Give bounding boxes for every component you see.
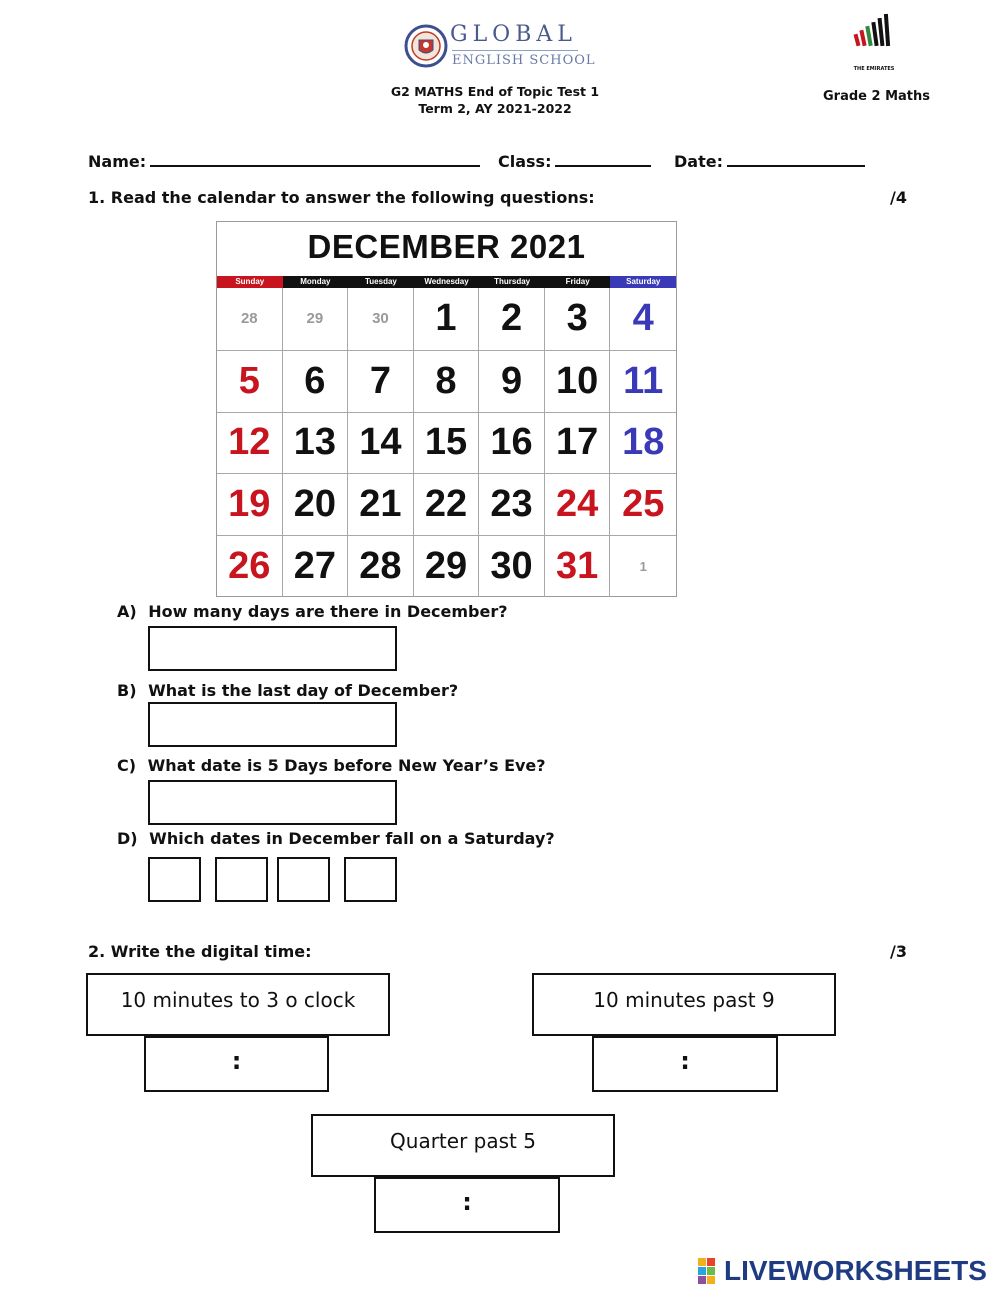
day-name-saturday: Saturday xyxy=(610,276,676,288)
question-d-text: Which dates in December fall on a Saturday? xyxy=(149,829,555,848)
date-field[interactable] xyxy=(674,152,865,171)
question-c-text: What date is 5 Days before New Year’s Eve? xyxy=(147,756,546,775)
date-line[interactable] xyxy=(727,153,865,167)
question-b-letter: B) xyxy=(117,681,137,700)
time-answer-2[interactable]: : xyxy=(592,1036,778,1092)
calendar-title: DECEMBER 2021 xyxy=(307,228,586,265)
day-name-monday: Monday xyxy=(283,276,349,288)
time-prompt-1: 10 minutes to 3 o clock xyxy=(86,973,390,1036)
time-answer-3[interactable]: : xyxy=(374,1177,560,1233)
calendar-day: 11 xyxy=(610,350,676,412)
calendar-day-outside-month: 28 xyxy=(217,288,283,350)
question1-marks: /4 xyxy=(890,188,907,207)
calendar-day-outside-month: 30 xyxy=(348,288,414,350)
calendar-day: 6 xyxy=(283,350,349,412)
day-name-wednesday: Wednesday xyxy=(414,276,480,288)
calendar-day: 25 xyxy=(610,473,676,535)
december-calendar xyxy=(216,221,677,597)
calendar-day: 8 xyxy=(414,350,480,412)
question-c xyxy=(117,756,546,775)
school-name: GLOBAL xyxy=(450,22,577,47)
calendar-day: 1 xyxy=(414,288,480,350)
calendar-day: 30 xyxy=(479,535,545,597)
question2-title: 2. Write the digital time: xyxy=(88,942,312,961)
liveworksheets-blocks-icon xyxy=(698,1258,724,1284)
calendar-day: 29 xyxy=(414,535,480,597)
question-a-text: How many days are there in December? xyxy=(148,602,508,621)
calendar-day: 22 xyxy=(414,473,480,535)
answer-box-d1[interactable] xyxy=(148,857,201,902)
answer-box-b[interactable] xyxy=(148,702,397,747)
class-field[interactable] xyxy=(498,152,651,171)
question-d-letter: D) xyxy=(117,829,138,848)
question-b xyxy=(117,681,458,700)
calendar-day: 19 xyxy=(217,473,283,535)
school-subtitle: ENGLISH SCHOOL xyxy=(452,53,596,68)
calendar-day: 15 xyxy=(414,412,480,474)
calendar-day: 21 xyxy=(348,473,414,535)
calendar-day-outside-month: 29 xyxy=(283,288,349,350)
calendar-grid xyxy=(217,288,676,597)
calendar-day: 10 xyxy=(545,350,611,412)
school-name-divider xyxy=(452,50,578,51)
calendar-day: 28 xyxy=(348,535,414,597)
time-prompt-3: Quarter past 5 xyxy=(311,1114,615,1177)
calendar-day-outside-month: 1 xyxy=(610,535,676,597)
answer-box-d3[interactable] xyxy=(277,857,330,902)
question2-marks: /3 xyxy=(890,942,907,961)
school-crest-logo xyxy=(404,24,448,68)
day-name-thursday: Thursday xyxy=(479,276,545,288)
question-b-text: What is the last day of December? xyxy=(148,681,459,700)
calendar-day: 4 xyxy=(632,297,654,340)
emirates-label: THE EMIRATES xyxy=(853,66,895,72)
calendar-day: 14 xyxy=(348,412,414,474)
question1-title: 1. Read the calendar to answer the following questions: xyxy=(88,188,595,207)
answer-box-c[interactable] xyxy=(148,780,397,825)
day-name-sunday: Sunday xyxy=(217,276,283,288)
emirates-logo xyxy=(850,12,898,74)
name-field[interactable] xyxy=(88,152,480,171)
calendar-day: 3 xyxy=(545,288,611,350)
calendar-day-names xyxy=(217,276,676,288)
liveworksheets-logo xyxy=(698,1257,987,1285)
calendar-day: 27 xyxy=(283,535,349,597)
question-d xyxy=(117,829,555,848)
day-name-tuesday: Tuesday xyxy=(348,276,414,288)
calendar-day: 24 xyxy=(545,473,611,535)
calendar-day: 20 xyxy=(283,473,349,535)
class-line[interactable] xyxy=(555,153,651,167)
calendar-day: 12 xyxy=(217,412,283,474)
calendar-day: 7 xyxy=(348,350,414,412)
question-a xyxy=(117,602,508,621)
calendar-day: 5 xyxy=(217,350,283,412)
answer-box-a[interactable] xyxy=(148,626,397,671)
time-prompt-2: 10 minutes past 9 xyxy=(532,973,836,1036)
calendar-day: 31 xyxy=(545,535,611,597)
test-title-line1: G2 MATHS End of Topic Test 1 xyxy=(390,84,600,99)
name-line[interactable] xyxy=(150,153,480,167)
question-c-letter: C) xyxy=(117,756,137,775)
calendar-day: 17 xyxy=(545,412,611,474)
calendar-day: 2 xyxy=(479,288,545,350)
grade-label: Grade 2 Maths xyxy=(823,89,930,104)
day-name-friday: Friday xyxy=(545,276,611,288)
answer-box-d2[interactable] xyxy=(215,857,268,902)
date-label: Date: xyxy=(674,152,723,171)
calendar-day: 23 xyxy=(479,473,545,535)
answer-box-d4[interactable] xyxy=(344,857,397,902)
calendar-day: 9 xyxy=(479,350,545,412)
calendar-day: 18 xyxy=(610,412,676,474)
calendar-day: 26 xyxy=(217,535,283,597)
test-title xyxy=(340,83,650,117)
calendar-day: 13 xyxy=(283,412,349,474)
test-title-line2: Term 2, AY 2021-2022 xyxy=(418,101,572,116)
class-label: Class: xyxy=(498,152,552,171)
time-answer-1[interactable]: : xyxy=(144,1036,329,1092)
liveworksheets-brand-text: LIVEWORKSHEETS xyxy=(724,1255,987,1286)
calendar-day: 16 xyxy=(479,412,545,474)
name-label: Name: xyxy=(88,152,147,171)
question-a-letter: A) xyxy=(117,602,137,621)
